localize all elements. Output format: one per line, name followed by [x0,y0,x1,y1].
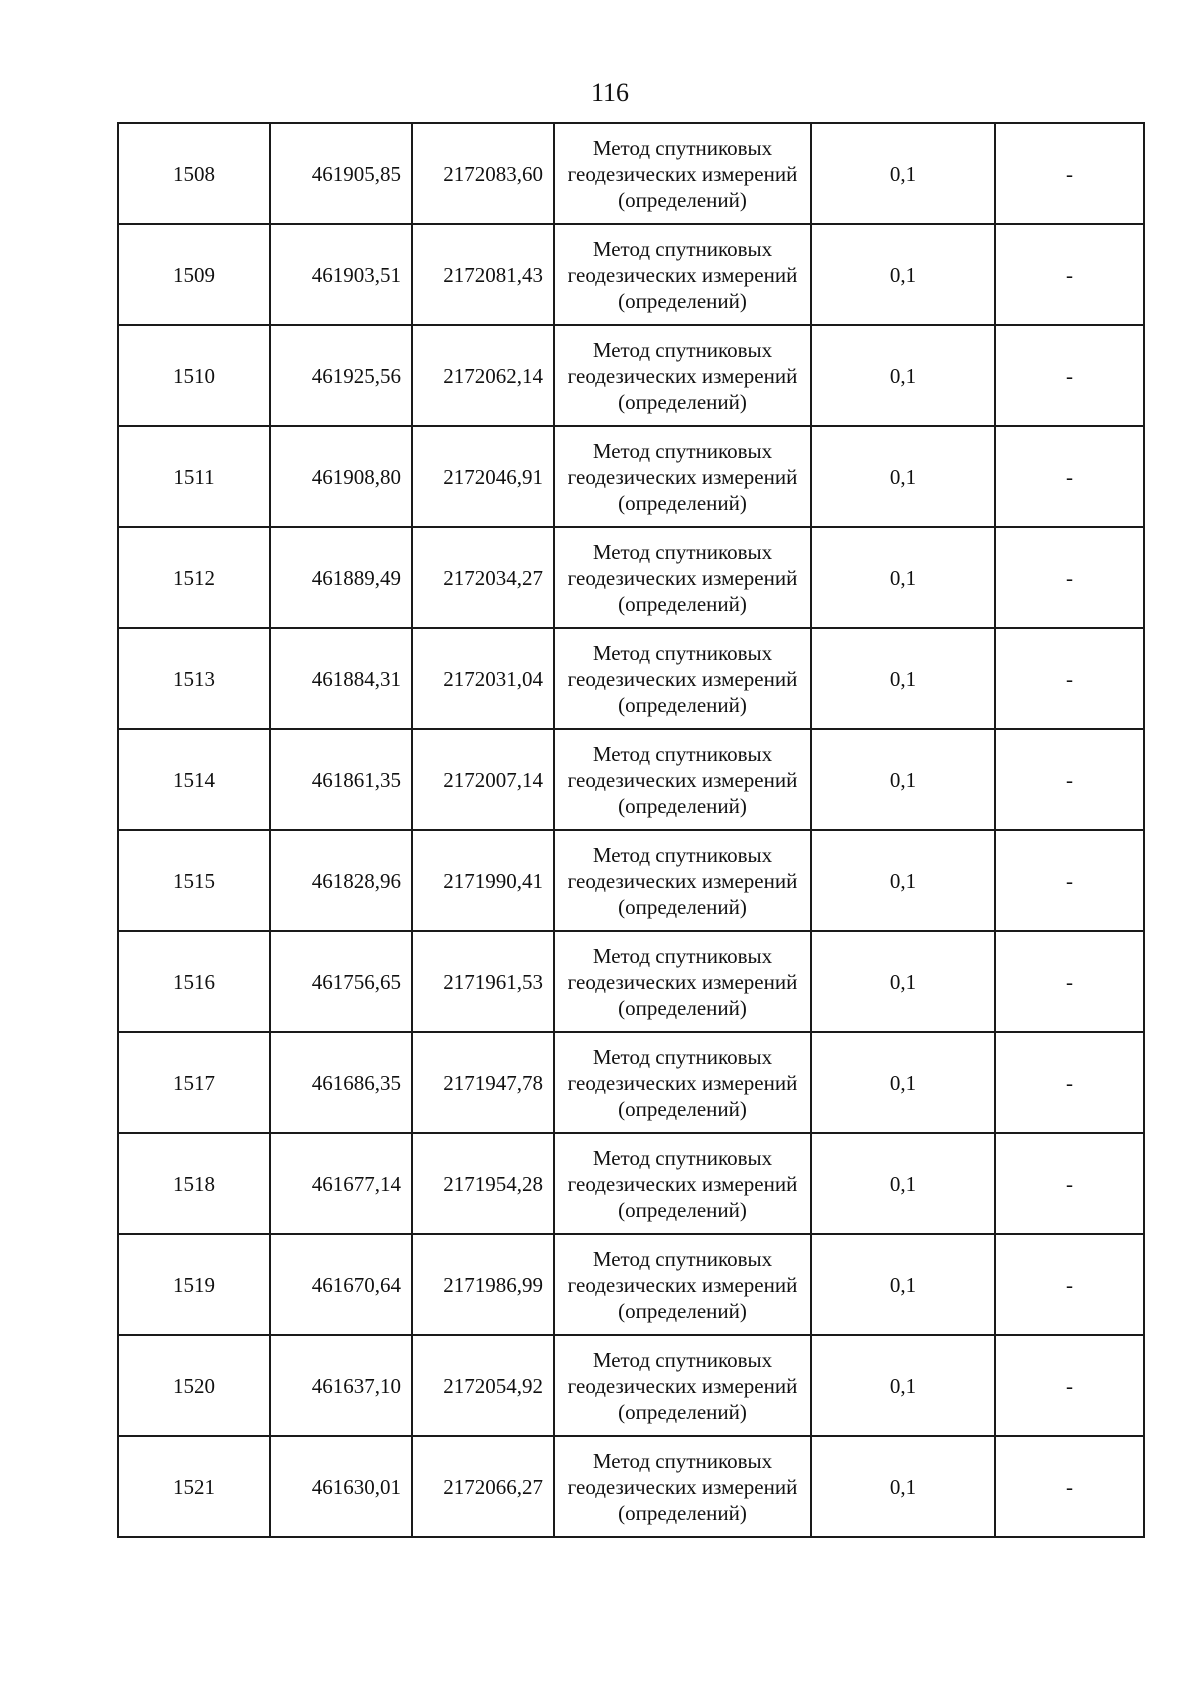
table-row [118,224,1144,325]
y-coordinate-cell: 2172031,04 [412,628,554,729]
method-text-line: Метод спутниковых [592,1145,773,1170]
table-row [118,1032,1144,1133]
table-body [118,123,1144,1537]
point-number-cell: 1510 [118,325,270,426]
accuracy-cell: 0,1 [811,224,995,325]
method-cell [554,1032,811,1133]
point-number-cell: 1514 [118,729,270,830]
point-number-cell: 1520 [118,1335,270,1436]
point-number-cell: 1512 [118,527,270,628]
method-text-line: (определений) [618,389,747,414]
method-text-line: (определений) [618,591,747,616]
method-text-line: (определений) [618,490,747,515]
method-text-line: геодезических измерений [567,1171,798,1196]
page-number: 116 [590,78,630,107]
note-cell: - [995,830,1144,931]
method-cell [554,325,811,426]
accuracy-cell: 0,1 [811,628,995,729]
y-coordinate-cell: 2172081,43 [412,224,554,325]
method-text-line: Метод спутниковых [592,741,773,766]
method-text-line: геодезических измерений [567,1070,798,1095]
note-cell: - [995,931,1144,1032]
x-coordinate-cell: 461905,85 [270,123,412,224]
method-text-line: Метод спутниковых [592,135,773,160]
point-number-cell: 1519 [118,1234,270,1335]
method-text-line: Метод спутниковых [592,1448,773,1473]
note-cell: - [995,1436,1144,1537]
method-cell [554,527,811,628]
method-text-line: геодезических измерений [567,1373,798,1398]
note-cell: - [995,1032,1144,1133]
method-cell [554,123,811,224]
table-row [118,1234,1144,1335]
table-row [118,527,1144,628]
method-text-line: Метод спутниковых [592,236,773,261]
y-coordinate-cell: 2171986,99 [412,1234,554,1335]
table-row [118,123,1144,224]
table-row [118,830,1144,931]
method-cell [554,729,811,830]
method-text-line: геодезических измерений [567,565,798,590]
y-coordinate-cell: 2171947,78 [412,1032,554,1133]
accuracy-cell: 0,1 [811,1335,995,1436]
table-row [118,729,1144,830]
note-cell: - [995,426,1144,527]
method-text-line: Метод спутниковых [592,1246,773,1271]
accuracy-cell: 0,1 [811,1234,995,1335]
note-cell: - [995,729,1144,830]
x-coordinate-cell: 461686,35 [270,1032,412,1133]
method-text-line: геодезических измерений [567,464,798,489]
table-row [118,325,1144,426]
table-row [118,1436,1144,1537]
point-number-cell: 1515 [118,830,270,931]
accuracy-cell: 0,1 [811,729,995,830]
x-coordinate-cell: 461828,96 [270,830,412,931]
method-cell [554,224,811,325]
coordinates-table [117,122,1145,1538]
point-number-cell: 1518 [118,1133,270,1234]
accuracy-cell: 0,1 [811,1436,995,1537]
x-coordinate-cell: 461637,10 [270,1335,412,1436]
point-number-cell: 1513 [118,628,270,729]
table-row [118,931,1144,1032]
y-coordinate-cell: 2172046,91 [412,426,554,527]
method-text-line: геодезических измерений [567,767,798,792]
method-text-line: (определений) [618,1197,747,1222]
x-coordinate-cell: 461889,49 [270,527,412,628]
note-cell: - [995,224,1144,325]
method-cell [554,1234,811,1335]
method-text-line: (определений) [618,995,747,1020]
note-cell: - [995,1133,1144,1234]
method-text-line: (определений) [618,1096,747,1121]
y-coordinate-cell: 2172062,14 [412,325,554,426]
accuracy-cell: 0,1 [811,1032,995,1133]
x-coordinate-cell: 461630,01 [270,1436,412,1537]
method-text-line: геодезических измерений [567,1272,798,1297]
method-text-line: (определений) [618,1500,747,1525]
note-cell: - [995,123,1144,224]
point-number-cell: 1508 [118,123,270,224]
method-text-line: геодезических измерений [567,666,798,691]
method-text-line: геодезических измерений [567,161,798,186]
method-cell [554,1133,811,1234]
method-text-line: Метод спутниковых [592,337,773,362]
method-text-line: (определений) [618,1399,747,1424]
note-cell: - [995,527,1144,628]
y-coordinate-cell: 2172007,14 [412,729,554,830]
accuracy-cell: 0,1 [811,527,995,628]
x-coordinate-cell: 461903,51 [270,224,412,325]
accuracy-cell: 0,1 [811,931,995,1032]
x-coordinate-cell: 461670,64 [270,1234,412,1335]
method-text-line: Метод спутниковых [592,842,773,867]
method-text-line: геодезических измерений [567,969,798,994]
accuracy-cell: 0,1 [811,426,995,527]
method-text-line: (определений) [618,288,747,313]
point-number-cell: 1516 [118,931,270,1032]
method-text-line: Метод спутниковых [592,1044,773,1069]
method-text-line: Метод спутниковых [592,438,773,463]
method-text-line: Метод спутниковых [592,539,773,564]
x-coordinate-cell: 461861,35 [270,729,412,830]
y-coordinate-cell: 2172066,27 [412,1436,554,1537]
method-text-line: геодезических измерений [567,262,798,287]
y-coordinate-cell: 2172054,92 [412,1335,554,1436]
method-text-line: Метод спутниковых [592,1347,773,1372]
accuracy-cell: 0,1 [811,325,995,426]
method-text-line: геодезических измерений [567,363,798,388]
point-number-cell: 1521 [118,1436,270,1537]
method-text-line: (определений) [618,894,747,919]
accuracy-cell: 0,1 [811,830,995,931]
y-coordinate-cell: 2171954,28 [412,1133,554,1234]
table-row [118,1335,1144,1436]
method-text-line: (определений) [618,692,747,717]
method-cell [554,931,811,1032]
method-text-line: (определений) [618,793,747,818]
table-row [118,426,1144,527]
accuracy-cell: 0,1 [811,1133,995,1234]
note-cell: - [995,1335,1144,1436]
point-number-cell: 1511 [118,426,270,527]
method-text-line: Метод спутниковых [592,943,773,968]
x-coordinate-cell: 461677,14 [270,1133,412,1234]
method-text-line: (определений) [618,1298,747,1323]
method-cell [554,1436,811,1537]
method-text-line: Метод спутниковых [592,640,773,665]
method-text-line: (определений) [618,187,747,212]
method-cell [554,426,811,527]
method-cell [554,1335,811,1436]
table-row [118,1133,1144,1234]
note-cell: - [995,1234,1144,1335]
method-cell [554,628,811,729]
y-coordinate-cell: 2171990,41 [412,830,554,931]
y-coordinate-cell: 2171961,53 [412,931,554,1032]
method-text-line: геодезических измерений [567,868,798,893]
x-coordinate-cell: 461756,65 [270,931,412,1032]
note-cell: - [995,628,1144,729]
method-cell [554,830,811,931]
y-coordinate-cell: 2172034,27 [412,527,554,628]
accuracy-cell: 0,1 [811,123,995,224]
x-coordinate-cell: 461884,31 [270,628,412,729]
point-number-cell: 1509 [118,224,270,325]
note-cell: - [995,325,1144,426]
x-coordinate-cell: 461925,56 [270,325,412,426]
y-coordinate-cell: 2172083,60 [412,123,554,224]
table-row [118,628,1144,729]
method-text-line: геодезических измерений [567,1474,798,1499]
x-coordinate-cell: 461908,80 [270,426,412,527]
point-number-cell: 1517 [118,1032,270,1133]
